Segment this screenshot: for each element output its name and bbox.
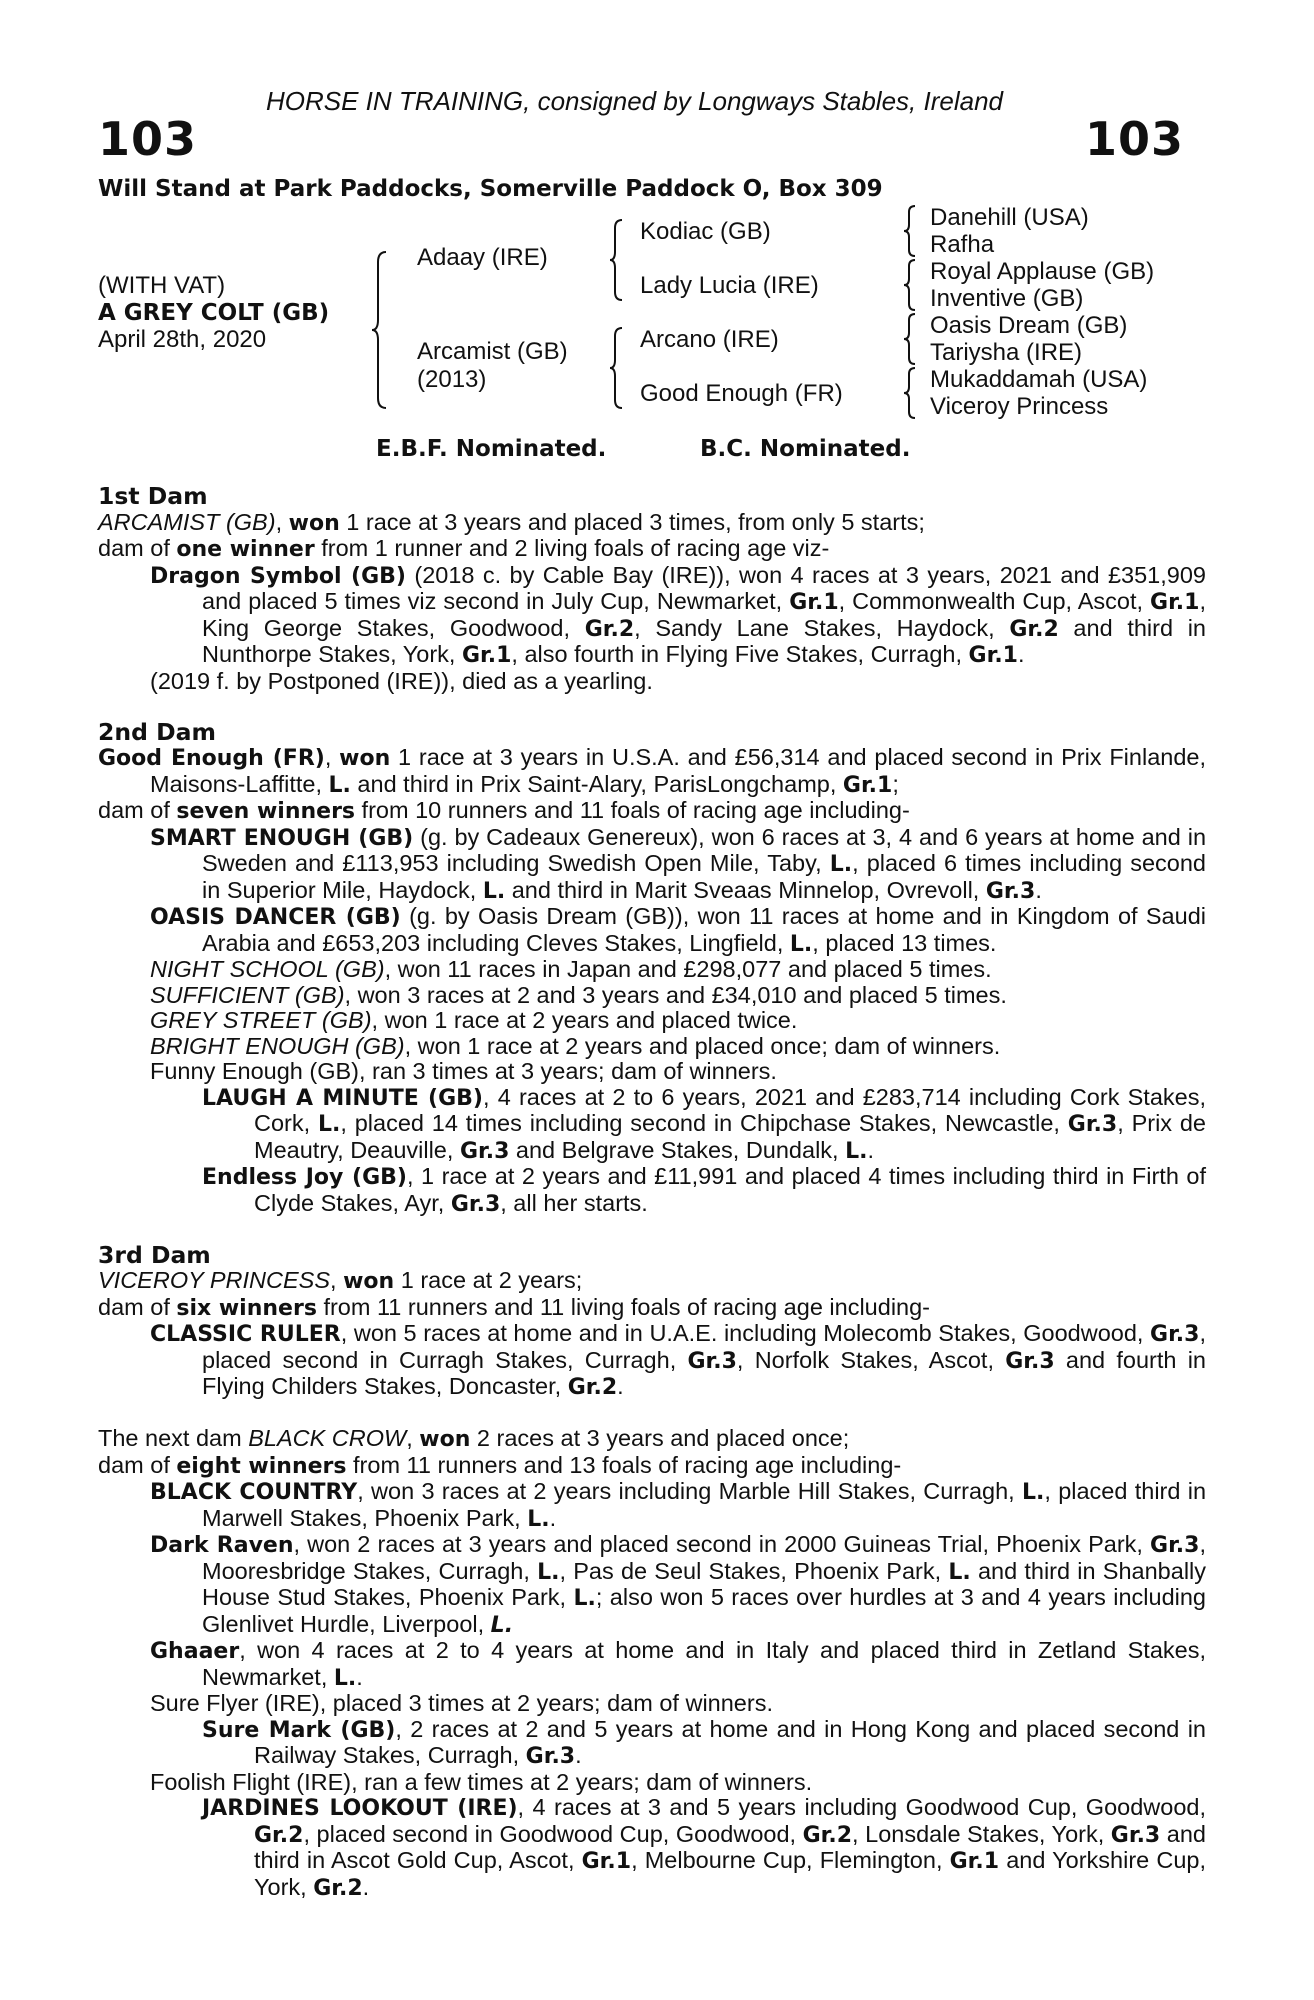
- night-school-entry: NIGHT SCHOOL (GB), won 11 races in Japan and £298,077 and placed 5 times.: [150, 956, 992, 982]
- sure-flyer-entry: Sure Flyer (IRE), placed 3 times at 2 years; dam of winners.: [150, 1690, 773, 1716]
- bright-enough-entry: BRIGHT ENOUGH (GB), won 1 race at 2 years and placed once; dam of winners.: [150, 1032, 1001, 1059]
- ghaaer-entry: Ghaaer, won 4 races at 2 to 4 years at home and in Italy and placed third in Zetland Stakes, Newmarket, L..: [150, 1637, 1206, 1691]
- filly-2019-entry: (2019 f. by Postponed (IRE)), died as a yearling.: [150, 667, 653, 694]
- first-dam-heading: 1st Dam: [98, 482, 208, 510]
- gg-5: Oasis Dream (GB): [930, 312, 1128, 339]
- gg-2: Rafha: [930, 231, 995, 258]
- dam-dam: Good Enough (FR): [640, 380, 843, 407]
- pedigree-brace-g2: [902, 258, 918, 312]
- sire-sire: Kodiac (GB): [640, 218, 771, 245]
- third-dam-produce: dam of six winners from 11 runners and 11 living foals of racing age including-: [98, 1293, 931, 1321]
- gg-1: Danehill (USA): [930, 204, 1089, 231]
- pedigree-brace-g1: [902, 204, 918, 258]
- classic-ruler-entry: CLASSIC RULER, won 5 races at home and in U.A.E. including Molecomb Stakes, Goodwood, Gr.3, placed second in Curragh Stakes, Curragh, Gr.3, Norfolk Stakes, Ascot, Gr.3 and fourth in Flying Childers Stakes, Doncaster, Gr.2.: [150, 1320, 1206, 1400]
- catalogue-body: [98, 484, 1206, 1901]
- third-dam-heading: 3rd Dam: [98, 1240, 211, 1269]
- second-dam-record: Good Enough (FR), won 1 race at 3 years in U.S.A. and £56,314 and placed second in Prix Finlande, Maisons-Laffitte, L. and third in Prix Saint-Alary, ParisLongchamp, Gr.1;: [98, 744, 1206, 798]
- pedigree-brace-g4: [902, 366, 918, 420]
- gg-6: Tariysha (IRE): [930, 339, 1083, 366]
- first-dam-produce: dam of one winner from 1 runner and 2 living foals of racing age viz-: [98, 535, 830, 562]
- second-dam-heading: 2nd Dam: [98, 717, 216, 746]
- endless-joy-entry: Endless Joy (GB), 1 race at 2 years and £11,991 and placed 4 times including third in Firth of Clyde Stakes, Ayr, Gr.3, all her starts.: [202, 1163, 1206, 1217]
- dam: Arcamist (GB): [417, 338, 568, 365]
- bc-nominated: B.C. Nominated.: [700, 436, 911, 462]
- lot-number-left: 103: [98, 112, 198, 166]
- foolish-flight-entry: Foolish Flight (IRE), ran a few times at 2 years; dam of winners.: [150, 1768, 813, 1795]
- funny-enough-entry: Funny Enough (GB), ran 3 times at 3 years; dam of winners.: [150, 1058, 777, 1084]
- gg-7: Mukaddamah (USA): [930, 366, 1148, 393]
- gg-8: Viceroy Princess: [930, 393, 1109, 420]
- stand-location: Will Stand at Park Paddocks, Somerville Paddock O, Box 309: [98, 176, 883, 202]
- first-dam-record: ARCAMIST (GB), won 1 race at 3 years and placed 3 times, from only 5 starts;: [98, 508, 925, 536]
- pedigree-brace-sire: [608, 218, 626, 302]
- smart-enough-entry: SMART ENOUGH (GB) (g. by Cadeaux Genereux), won 6 races at 3, 4 and 6 years at home and in Sweden and £113,953 including Swedish Open Mile, Taby, L., placed 6 times including second in Superior Mile, Haydock, L. and third in Marit Sveaas Minnelop, Ovrevoll, Gr.3.: [150, 823, 1207, 904]
- grey-street-entry: GREY STREET (GB), won 1 race at 2 years and placed twice.: [150, 1007, 798, 1033]
- jardines-lookout-entry: JARDINES LOOKOUT (IRE), 4 races at 3 and 5 years including Goodwood Cup, Goodwood, Gr.2, placed second in Goodwood Cup, Goodwood, Gr.2, Lonsdale Stakes, York, Gr.3 and third in Ascot Gold Cup, Ascot, Gr.1, Melbourne Cup, Flemington, Gr.1 and Yorkshire Cup, York, Gr.2.: [202, 1794, 1207, 1901]
- sale-heading: HORSE IN TRAINING, consigned by Longways Stables, Ireland: [266, 86, 1003, 116]
- gg-3: Royal Applause (GB): [930, 258, 1155, 285]
- dam-year: (2013): [417, 366, 487, 393]
- sure-mark-entry: Sure Mark (GB), 2 races at 2 and 5 years at home and in Hong Kong and placed second in Railway Stakes, Curragh, Gr.3.: [202, 1715, 1207, 1769]
- next-dam-produce: dam of eight winners from 11 runners and 13 foals of racing age including-: [98, 1451, 902, 1479]
- gg-4: Inventive (GB): [930, 285, 1084, 312]
- foaling-date: April 28th, 2020: [98, 326, 267, 353]
- dragon-symbol-entry: Dragon Symbol (GB) (2018 c. by Cable Bay (IRE)), won 4 races at 3 years, 2021 and £351,909 and placed 5 times viz second in July Cup, Newmarket, Gr.1, Commonwealth Cup, Ascot, Gr.1, King George Stakes, Goodwood, Gr.2, Sandy Lane Stakes, Haydock, Gr.2 and third in Nunthorpe Stakes, York, Gr.1, also fourth in Flying Five Stakes, Curragh, Gr.1.: [150, 561, 1206, 668]
- sire-dam: Lady Lucia (IRE): [640, 272, 819, 299]
- horse-name: A GREY COLT (GB): [98, 300, 330, 326]
- oasis-dancer-entry: OASIS DANCER (GB) (g. by Oasis Dream (GB)), won 11 races at home and in Kingdom of Saudi Arabia and £653,203 including Cleves Stakes, Lingfield, L., placed 13 times.: [150, 903, 1206, 957]
- dam-sire: Arcano (IRE): [640, 326, 779, 353]
- vat-note: (WITH VAT): [98, 272, 226, 299]
- lot-number-right: 103: [1085, 112, 1185, 166]
- laugh-a-minute-entry: LAUGH A MINUTE (GB), 4 races at 2 to 6 years, 2021 and £283,714 including Cork Stakes, Cork, L., placed 14 times including second in Chipchase Stakes, Newcastle, Gr.3, Prix de Meautry, Deauville, Gr.3 and Belgrave Stakes, Dundalk, L..: [202, 1083, 1207, 1164]
- second-dam-produce: dam of seven winners from 10 runners and 11 foals of racing age including-: [98, 797, 910, 824]
- ebf-nominated: E.B.F. Nominated.: [376, 436, 607, 462]
- pedigree-brace-dam: [608, 326, 626, 410]
- next-dam-record: The next dam BLACK CROW, won 2 races at 3 years and placed once;: [98, 1425, 850, 1452]
- sufficient-entry: SUFFICIENT (GB), won 3 races at 2 and 3 years and £34,010 and placed 5 times.: [150, 981, 1007, 1008]
- dark-raven-entry: Dark Raven, won 2 races at 3 years and placed second in 2000 Guineas Trial, Phoenix Park, Gr.3, Mooresbridge Stakes, Curragh, L., Pas de Seul Stakes, Phoenix Park, L. and third in Shanbally House Stud Stakes, Phoenix Park, L.; also won 5 races over hurdles at 3 and 4 years including Glenlivet Hurdle, Liverpool, L.: [150, 1531, 1207, 1638]
- pedigree-brace-g3: [902, 312, 918, 366]
- black-country-entry: BLACK COUNTRY, won 3 races at 2 years including Marble Hill Stakes, Curragh, L., placed third in Marwell Stakes, Phoenix Park, L..: [150, 1478, 1207, 1532]
- sire: Adaay (IRE): [417, 244, 548, 271]
- pedigree-brace-main: [370, 250, 390, 410]
- third-dam-record: VICEROY PRINCESS, won 1 race at 2 years;: [98, 1267, 583, 1294]
